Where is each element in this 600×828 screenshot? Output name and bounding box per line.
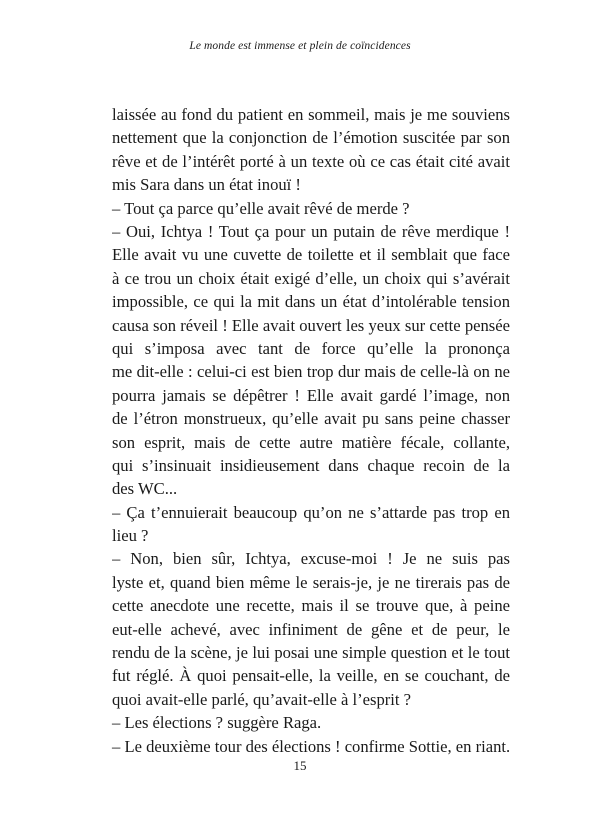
running-head: Le monde est immense et plein de coïncidences [189, 40, 411, 52]
text-line: quoi avait-elle parlé, qu’avait-elle à l’esprit ? [112, 689, 412, 709]
text-line: à ce trou un choix était exigé d’elle, un choix qui s’avérait [112, 268, 510, 288]
text-line: cette anecdote une recette, mais il se trouve que, à peine [112, 596, 510, 616]
text-line: qui s’imposa avec tant de force qu’elle la prononça [112, 338, 510, 358]
text-line: – Ça t’ennuierait beaucoup qu’on ne s’attarde pas trop en [112, 502, 510, 522]
text-line: causa son réveil ! Elle avait ouvert les yeux sur cette pensée [112, 315, 510, 335]
text-line: rêve et de l’intérêt porté à un texte où ce cas était cité avait [112, 151, 510, 171]
text-line: – Non, bien sûr, Ichtya, excuse-moi ! Je ne suis pas [112, 549, 510, 569]
text-line: lieu ? [112, 526, 149, 546]
text-line: – Oui, Ichtya ! Tout ça pour un putain de rêve merdique ! [112, 221, 510, 241]
text-line: rendu de la scène, je lui posai une simple question et le tout [112, 643, 510, 663]
text-line: – Tout ça parce qu’elle avait rêvé de merde ? [112, 198, 410, 218]
text-line: son esprit, mais de cette autre matière fécale, collante, [112, 432, 510, 452]
text-line: Elle avait vu une cuvette de toilette et il semblait que face [112, 245, 510, 265]
text-line: me dit-elle : celui-ci est bien trop dur mais de celle-là on ne [112, 362, 510, 382]
text-line: mis Sara dans un état inouï ! [112, 175, 301, 195]
text-line: qui s’insinuait insidieusement dans chaque recoin de la [112, 455, 510, 475]
text-line: – Les élections ? suggère Raga. [112, 713, 322, 733]
text-line: de l’étron monstrueux, qu’elle avait pu sans peine chasser [112, 409, 510, 429]
page-number: 15 [293, 758, 307, 773]
text-line: – Le deuxième tour des élections ! confirme Sottie, en riant. [112, 736, 511, 756]
text-line: eut-elle achevé, avec infiniment de gêne et de peur, le [112, 619, 510, 639]
text-line: laissée au fond du patient en sommeil, mais je me souviens [112, 105, 510, 124]
text-line: des WC... [112, 479, 178, 499]
body-text [112, 103, 510, 758]
text-line: impossible, ce qui la mit dans un état d’intolérable tension [112, 292, 510, 312]
text-line: pourra jamais se dépêtrer ! Elle avait gardé l’image, non [112, 385, 510, 405]
text-line: fut réglé. À quoi pensait-elle, la veille, en se couchant, de [112, 666, 510, 686]
text-line: lyste et, quand bien même le serais-je, je ne tirerais pas de [112, 572, 510, 592]
text-line: nettement que la conjonction de l’émotion suscitée par son [112, 128, 510, 148]
